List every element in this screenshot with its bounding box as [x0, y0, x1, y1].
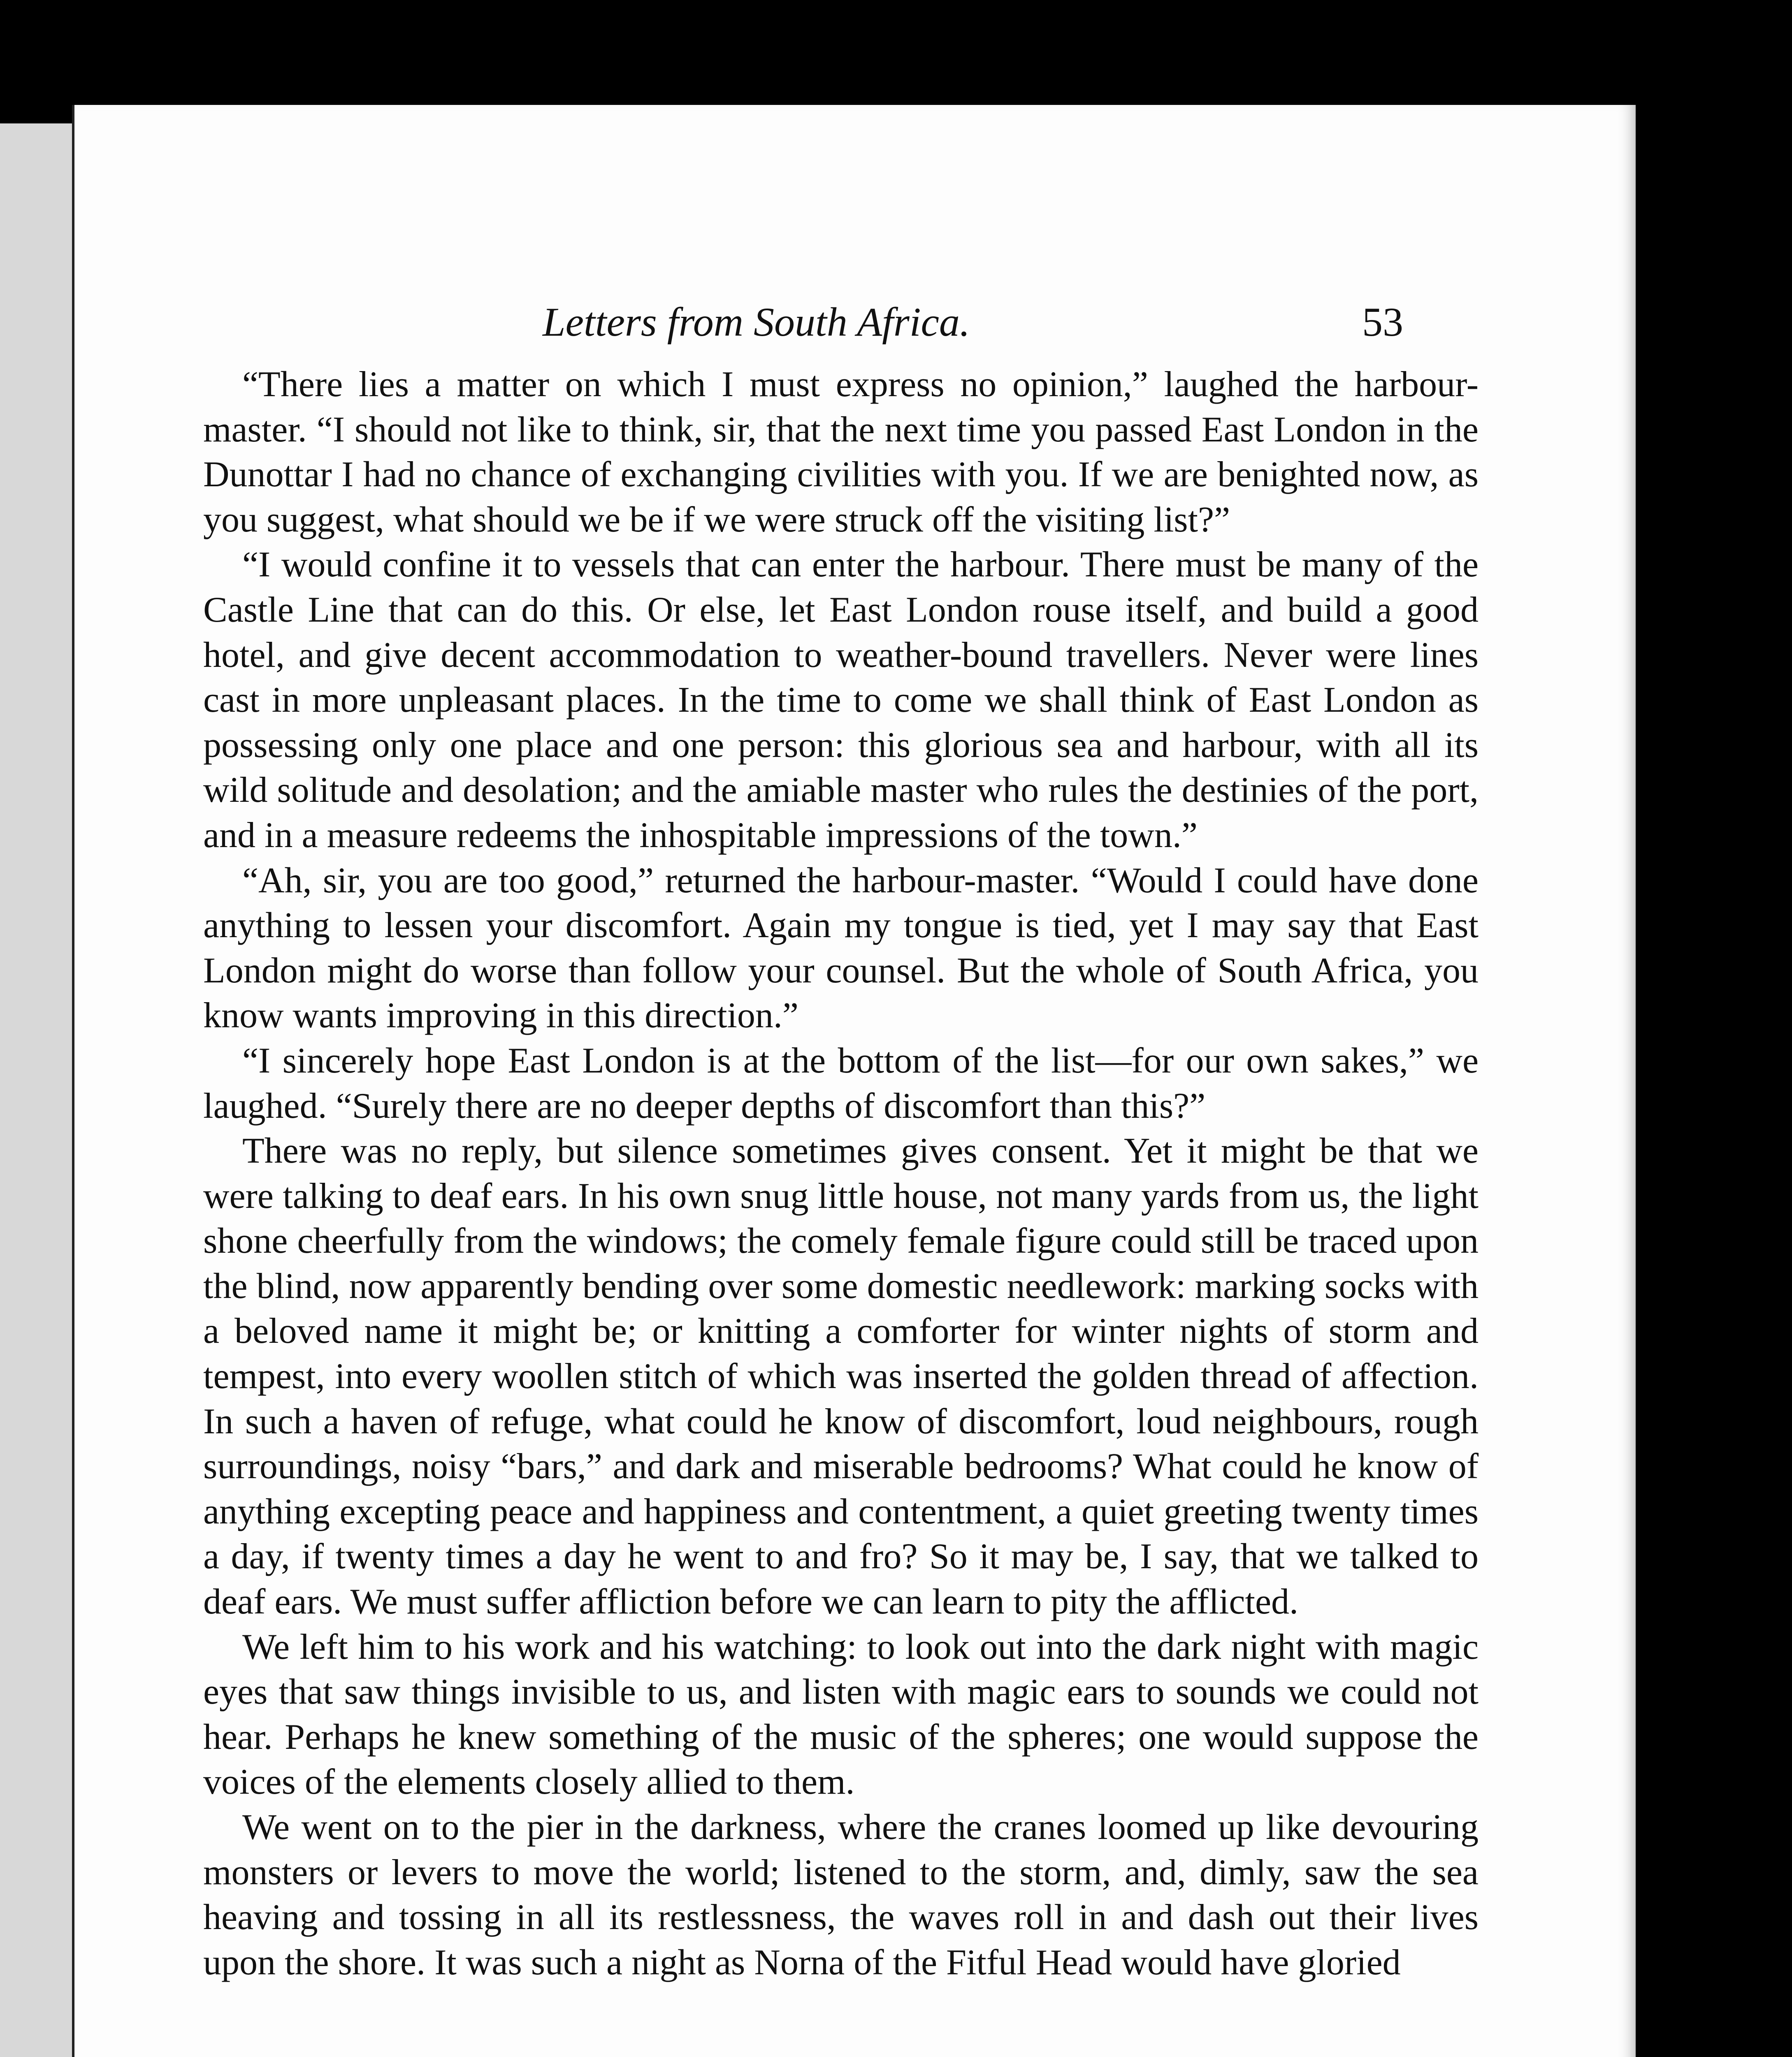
- previous-page-edge: [0, 123, 78, 2057]
- paragraph-2: “I would confine it to vessels that can enter the harbour. There must be many of the Castle Line that can do this. Or else, let East London rouse itself, and build a good hotel, and give decent accommodation to weather-bound travellers. Never were lines cast in more unpleasant places. In the time to come we shall think of East London as possessing only one place and one person: this glorious sea and harbour, with all its wild solitude and desolation; and the amiable master who rules the destinies of the port, and in a measure redeems the inhospitable impressions of the town.”: [203, 545, 1479, 855]
- paragraph-1: “There lies a matter on which I must express no opinion,” laughed the harbour-master. “I should not like to think, sir, that the next time you passed East London in the Dunottar I had no chance of exchanging civilities with you. If we are benighted now, as you suggest, what should we be if we were struck off the visiting list?”: [203, 365, 1479, 540]
- paragraph-3: “Ah, sir, you are too good,” returned the harbour-master. “Would I could have done anything to lessen your discomfort. Again my tongue is tied, yet I may say that East London might do worse than follow your counsel. But the whole of South Africa, you know wants improving in this direction.”: [203, 860, 1479, 1036]
- paragraph-6: We left him to his work and his watching: to look out into the dark night with magic eyes that saw things invisible to us, and listen with magic ears to sounds we could not hear. Perhaps he knew something of the music of the spheres; one would suppose the voices of the elements closely allied to them.: [203, 1627, 1479, 1802]
- book-page: [72, 105, 1636, 2057]
- page-number: 53: [1362, 299, 1403, 345]
- paragraph-7: We went on to the pier in the darkness, where the cranes loomed up like devouring monsters or levers to move the world; listened to the storm, and, dimly, saw the sea heaving and tossing in all its restlessness, the waves roll in and dash out their lives upon the shore. It was such a night as Norna of the Fitful Head would have gloried: [203, 1807, 1479, 1983]
- running-title: Letters from South Africa.: [543, 299, 970, 345]
- paragraph-5: There was no reply, but silence sometimes gives consent. Yet it might be that we were talking to deaf ears. In his own snug little house, not many yards from us, the light shone cheerfully from the windows; the comely female figure could still be traced upon the blind, now apparently bending over some domestic needlework: marking socks with a beloved name it might be; or knitting a comforter for winter nights of storm and tempest, into every woollen stitch of which was inserted the golden thread of affection. In such a haven of refuge, what could he know of discomfort, loud neighbours, rough surroundings, noisy “bars,” and dark and miserable bedrooms? What could he know of anything excepting peace and happiness and contentment, a quiet greeting twenty times a day, if twenty times a day he went to and fro? So it may be, I say, that we talked to deaf ears. We must suffer affliction before we can learn to pity the afflicted.: [203, 1131, 1479, 1622]
- paragraph-4: “I sincerely hope East London is at the bottom of the list—for our own sakes,” we laughed. “Surely there are no deeper depths of discomfort than this?”: [203, 1040, 1479, 1126]
- running-head: [74, 298, 1636, 364]
- body-text: [203, 362, 1479, 1985]
